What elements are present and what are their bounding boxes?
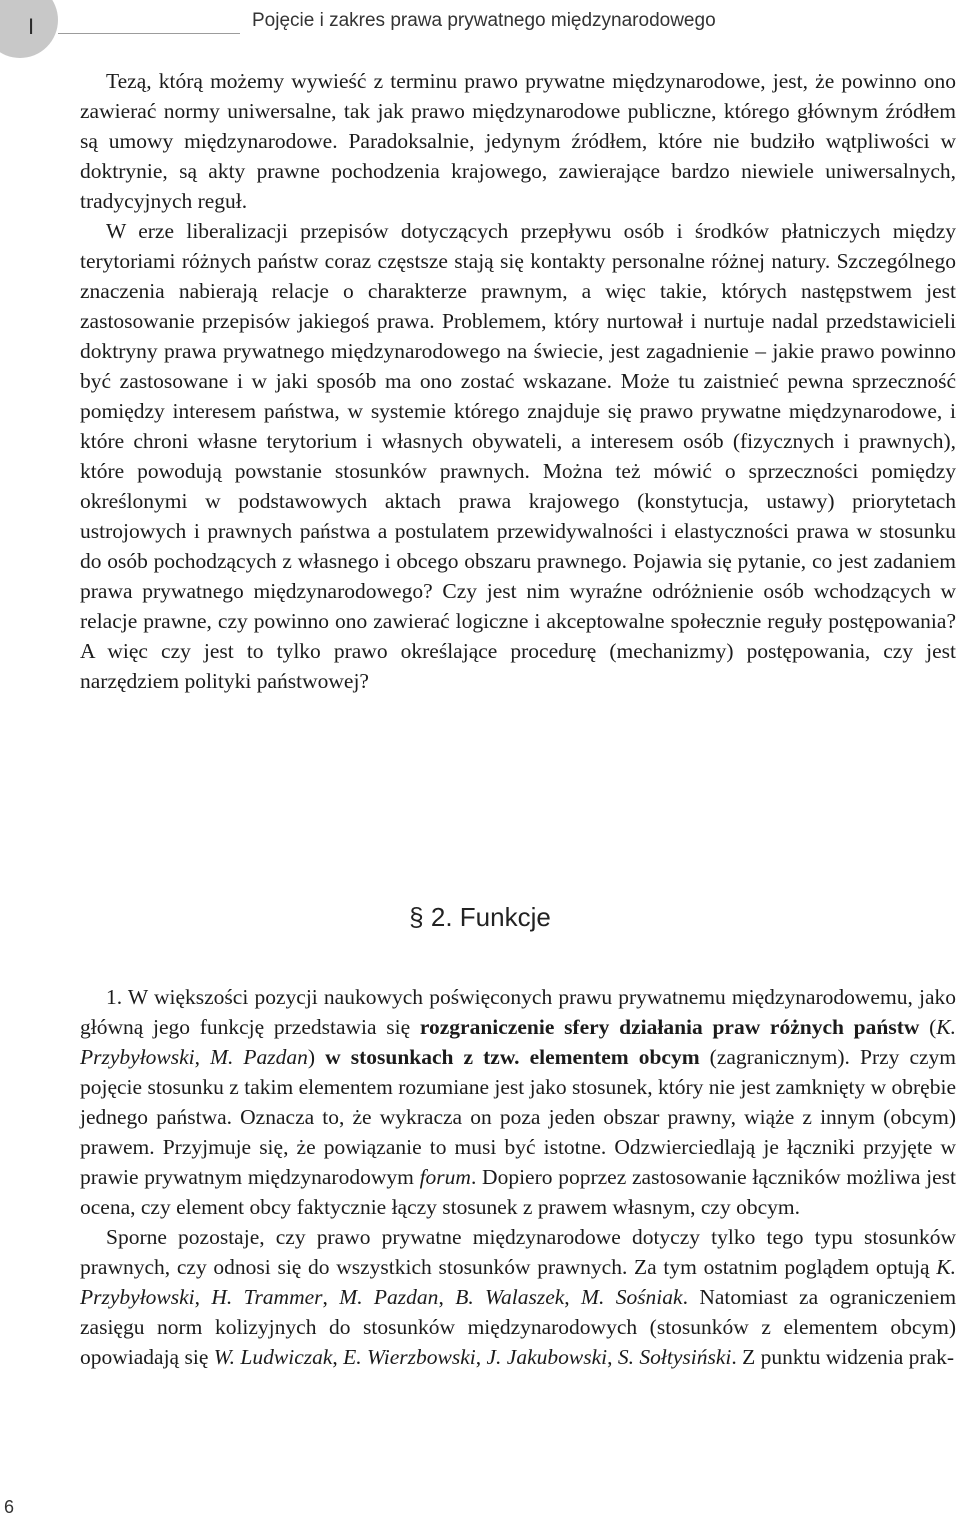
text-block-bottom	[80, 982, 956, 1372]
text-run: ,	[194, 1045, 211, 1069]
author-name: M. Pazdan	[210, 1045, 308, 1069]
text-run: ,	[332, 1345, 344, 1369]
paragraph	[80, 1222, 956, 1372]
text-run: ,	[564, 1285, 582, 1309]
author-name: J. Jakubowski	[486, 1345, 608, 1369]
text-run: (	[919, 1015, 937, 1039]
text-run: ,	[475, 1345, 487, 1369]
author-name: K. Przybyłowski	[80, 1255, 956, 1309]
paragraph	[80, 982, 956, 1222]
author-name: S. Sołtysiński	[617, 1345, 732, 1369]
text-run: . Natomiast za ograniczeniem zasięgu norm kolizyjnych do stosunków międzynarodowych (stosunków z elementem obcym) opowiadają się	[80, 1285, 957, 1369]
author-name: W. Ludwiczak	[213, 1345, 333, 1369]
author-name: E. Wierzbowski	[343, 1345, 476, 1369]
bold-term: rozgraniczenie sfery działania praw różnych państw	[419, 1015, 920, 1039]
text-run: Sporne pozostaje, czy prawo prywatne międzynarodowe dotyczy tylko tego typu stosunków prawnych, czy odnosi się do wszystkich stosunków prawnych. Za tym ostatnim poglądem optują	[80, 1225, 956, 1279]
author-name: B. Walaszek	[455, 1285, 565, 1309]
text-run: ,	[194, 1285, 212, 1309]
italic-term: forum	[419, 1165, 471, 1189]
bold-term: w stosunkach z tzw. elementem obcym	[325, 1045, 700, 1069]
running-title: Pojęcie i zakres prawa prywatnego międzynarodowego	[252, 10, 716, 31]
text-run: ,	[322, 1285, 340, 1309]
text-run: . Dopiero poprzez zastosowanie łączników możliwa jest ocena, czy element obcy faktycznie łączy stosunek z prawem własnym, czy obcym.	[80, 1165, 957, 1219]
text-run: )	[307, 1045, 326, 1069]
page-number: 6	[4, 1497, 15, 1517]
author-name: H. Trammer	[211, 1285, 323, 1309]
section-heading: § 2. Funkcje	[409, 902, 551, 932]
author-name: K. Przybyłowski	[80, 1015, 956, 1069]
author-name: M. Sośniak	[581, 1285, 683, 1309]
chapter-number: I	[28, 14, 35, 39]
text-run: ,	[438, 1285, 456, 1309]
text-run: (zagranicznym). Przy czym pojęcie stosunku z takim elementem rozumiane jest jako stosunek, który nie jest zamknięty w obrębie jednego państwa. Oznacza to, że wykracza on poza jeden obszar prawny, wiąże z innym (obcym) prawem. Przyjmuje się, że powiązanie to musi być istotne. Odzwierciedlają je łączniki przyjęte w prawie prywatnym międzynarodowym	[80, 1045, 956, 1189]
text-run: . Z punktu widzenia prak-	[731, 1345, 955, 1369]
text-block-top	[80, 66, 956, 696]
author-name: M. Pazdan	[339, 1285, 439, 1309]
text-run: 1. W większości pozycji naukowych poświęconych prawu prywatnemu międzynarodowemu, jako główną jego funkcję przedstawia się	[80, 985, 956, 1039]
paragraph: Tezą, którą możemy wywieść z terminu prawo prywatne międzynarodowe, jest, że powinno ono zawierać normy uniwersalne, tak jak prawo międzynarodowe publiczne, którego głównym źródłem są umowy międzynarodowe. Paradoksalnie, jedynym źródłem, które nie budziło wątpliwości w doktrynie, są akty prawne pochodzenia krajowego, zawierające bardzo niewiele uniwersalnych, tradycyjnych reguł.	[80, 69, 956, 213]
text-run: ,	[607, 1345, 618, 1369]
header-rule	[58, 33, 240, 34]
paragraph: W erze liberalizacji przepisów dotyczących przepływu osób i środków płatniczych między terytoriami różnych państw coraz częstsze stają się kontakty personalne różnej natury. Szczególnego znaczenia nabierają relacje o charakterze prawnym, a więc takie, których następstwem jest zastosowanie przepisów jakiegoś prawa. Problemem, który nurtował i nurtuje nadal przedstawicieli doktryny prawa prywatnego międzynarodowego na świecie, jest zagadnienie – jakie prawo powinno być zastosowane i w jaki sposób ma ono zostać wskazane. Może tu zaistnieć pewna sprzeczność pomiędzy interesem państwa, w systemie którego znajduje się prawo prywatne międzynarodowe, i które chroni własne terytorium i własnych obywateli, a interesem osób (fizycznych i prawnych), które powodują powstanie stosunków prawnych. Można też mówić o sprzeczności pomiędzy określonymi w podstawowych aktach prawa krajowego (konstytucja, ustawy) priorytetach ustrojowych i prawnych państwa a postulatem przewidywalności i elastyczności prawa w stosunku do osób pochodzących z własnego i obcego obszaru prawnego. Pojawia się pytanie, co jest zadaniem prawa prywatnego międzynarodowego? Czy jest nim wyraźne odróżnienie osób wchodzących w relacje prawne, czy powinno ono zawierać logiczne i akceptowalne społecznie reguły postępowania? A więc czy jest to tylko prawo określające procedurę (mechanizmy) postępowania, czy jest narzędziem polityki państwowej?	[80, 219, 956, 693]
